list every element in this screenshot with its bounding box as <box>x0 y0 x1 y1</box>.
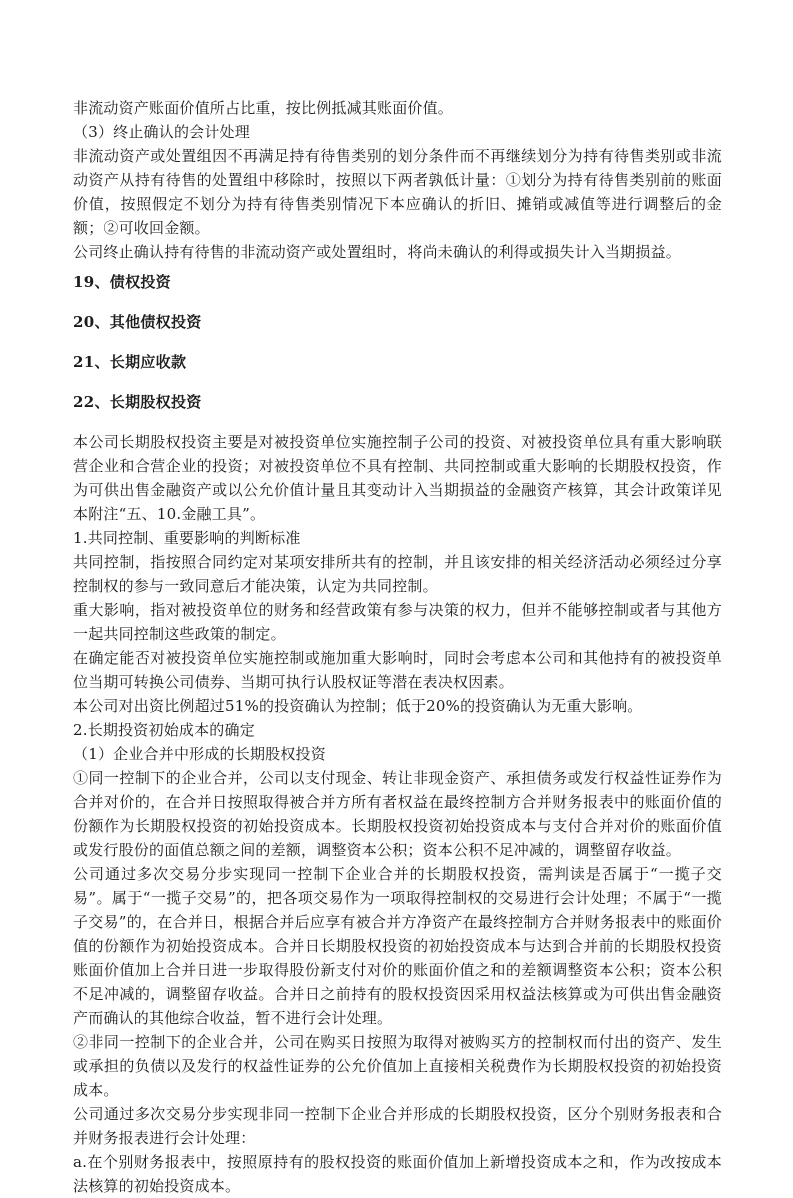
paragraph: （1）企业合并中形成的长期股权投资 <box>73 745 326 763</box>
paragraph: a.在个别财务报表中，按照原持有的股权投资的账面价值加上新增投资成本之和，作为改按成本法核算的初始投资成本。 <box>73 1153 722 1195</box>
paragraph: 在确定能否对被投资单位实施控制或施加重大影响时，同时会考虑本公司和其他持有的被投资单位当期可转换公司债券、当期可执行认股权证等潜在表决权因素。 <box>73 649 722 691</box>
paragraph: 本公司长期股权投资主要是对被投资单位实施控制子公司的投资、对被投资单位具有重大影响联营企业和合营企业的投资；对被投资单位不具有控制、共同控制或重大影响的长期股权投资，作为可供出售金融资产或以公允价值计量且其变动计入当期损益的金融资产核算，其会计政策详见本附注“五、10.金融工具”。 <box>73 433 722 523</box>
paragraph: 公司通过多次交易分步实现非同一控制下企业合并形成的长期股权投资，区分个别财务报表和合并财务报表进行会计处理： <box>73 1105 722 1147</box>
paragraph: 2.长期投资初始成本的确定 <box>73 721 255 739</box>
paragraph: 本公司对出资比例超过51%的投资确认为控制；低于20%的投资确认为无重大影响。 <box>73 697 643 715</box>
section-heading: 20、其他债权投资 <box>73 313 202 331</box>
paragraph: 1.共同控制、重要影响的判断标准 <box>73 529 301 547</box>
section-heading: 22、长期股权投资 <box>73 393 202 411</box>
paragraph: 公司通过多次交易分步实现同一控制下企业合并的长期股权投资，需判读是否属于“一揽子交易”。属于“一揽子交易”的，把各项交易作为一项取得控制权的交易进行会计处理；不属于“一揽子交易”的，在合并日，根据合并后应享有被合并方净资产在最终控制方合并财务报表中的账面价值的份额作为初始投资成本。合并日长期股权投资的初始投资成本与达到合并前的长期股权投资账面价值加上合并日进一步取得股份新支付对价的账面价值之和的差额调整资本公积；资本公积不足冲减的，调整留存收益。合并日之前持有的股权投资因采用权益法核算或为可供出售金融资产而确认的其他综合收益，暂不进行会计处理。 <box>73 865 722 1027</box>
paragraph: （3）终止确认的会计处理 <box>73 123 250 141</box>
paragraph: 重大影响，指对被投资单位的财务和经营政策有参与决策的权力，但并不能够控制或者与其他方一起共同控制这些政策的制定。 <box>73 601 722 643</box>
paragraph: 公司终止确认持有待售的非流动资产或处置组时，将尚未确认的利得或损失计入当期损益。 <box>73 243 682 261</box>
paragraph: 非流动资产或处置组因不再满足持有待售类别的划分条件而不再继续划分为持有待售类别或非流动资产从持有待售的处置组中移除时，按照以下两者孰低计量：①划分为持有待售类别前的账面价值，按照假定不划分为持有待售类别情况下本应确认的折旧、摊销或减值等进行调整后的金额；②可收回金额。 <box>73 147 722 237</box>
section-heading: 19、债权投资 <box>73 273 171 291</box>
paragraph: 共同控制，指按照合同约定对某项安排所共有的控制，并且该安排的相关经济活动必须经过分享控制权的参与一致同意后才能决策，认定为共同控制。 <box>73 553 722 595</box>
section-heading: 21、长期应收款 <box>73 353 187 371</box>
paragraph: ①同一控制下的企业合并，公司以支付现金、转让非现金资产、承担债务或发行权益性证券作为合并对价的，在合并日按照取得被合并方所有者权益在最终控制方合并财务报表中的账面价值的份额作为长期股权投资的初始投资成本。长期股权投资初始投资成本与支付合并对价的账面价值或发行股份的面值总额之间的差额，调整资本公积；资本公积不足冲减的，调整留存收益。 <box>73 769 722 859</box>
paragraph: 非流动资产账面价值所占比重，按比例抵减其账面价值。 <box>73 99 454 117</box>
document-content <box>73 96 722 1198</box>
paragraph: ②非同一控制下的企业合并，公司在购买日按照为取得对被购买方的控制权而付出的资产、发生或承担的负债以及发行的权益性证券的公允价值加上直接相关税费作为长期股权投资的初始投资成本。 <box>73 1033 722 1099</box>
